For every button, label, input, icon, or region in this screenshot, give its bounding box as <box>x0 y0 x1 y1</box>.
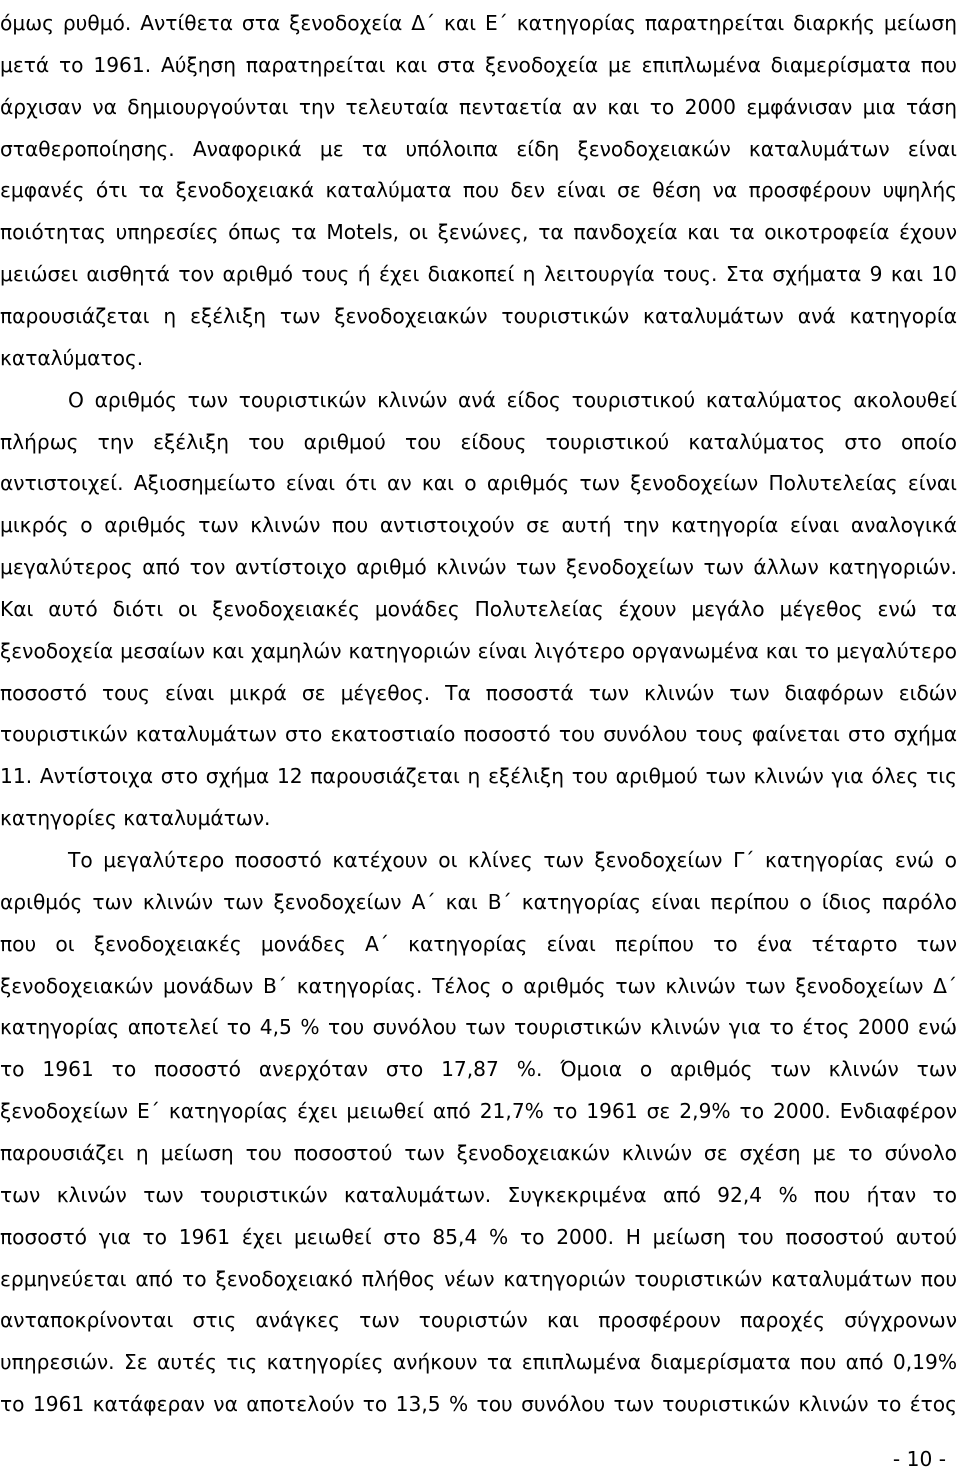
text-line: ποιότητας υπηρεσίες όπως τα Motels, οι ξενώνες, τα πανδοχεία και τα οικοτροφεία έχουν <box>0 220 957 245</box>
text-line: τουριστικών καταλυμάτων στο εκατοστιαίο ποσοστό του συνόλου τους φαίνεται στο σχήμα <box>0 722 957 747</box>
text-line: μετά το 1961. Αύξηση παρατηρείται και στα ξενοδοχεία με επιπλωμένα διαμερίσματα που <box>0 52 957 77</box>
text-line: ποσοστό τους είναι μικρά σε μέγεθος. Τα ποσοστά των κλινών των διαφόρων ειδών <box>0 680 957 705</box>
text-line: παρουσιάζεται η εξέλιξη των ξενοδοχειακών τουριστικών καταλυμάτων ανά κατηγορία <box>0 303 957 328</box>
text-line: το 1961 κατάφεραν να αποτελούν το 13,5 % του συνόλου των τουριστικών κλινών το έτος <box>0 1392 957 1417</box>
text-line: μικρός ο αριθμός των κλινών που αντιστοιχούν σε αυτή την κατηγορία είναι αναλογικά <box>0 513 957 538</box>
text-line: αριθμός των κλινών των ξενοδοχείων Α΄ και Β΄ κατηγορίας είναι περίπου ο ίδιος παρόλο <box>0 889 957 914</box>
text-line: κατηγορίας αποτελεί το 4,5 % του συνόλου των τουριστικών κλινών για το έτος 2000 ενώ <box>0 1015 957 1040</box>
text-line: ξενοδοχεία μεσαίων και χαμηλών κατηγοριών είναι λιγότερο οργανωμένα και το μεγαλύτερο <box>0 638 957 663</box>
text-line: εμφανές ότι τα ξενοδοχειακά καταλύματα που δεν είναι σε θέση να προσφέρουν υψηλής <box>0 178 957 203</box>
text-line: παρουσιάζει η μείωση του ποσοστού των ξενοδοχειακών κλινών σε σχέση με το σύνολο <box>0 1140 957 1165</box>
text-line: υπηρεσιών. Σε αυτές τις κατηγορίες ανήκουν τα επιπλωμένα διαμερίσματα που από 0,19% <box>0 1350 957 1375</box>
text-line: ανταποκρίνονται στις ανάγκες των τουριστών και προσφέρουν παροχές σύγχρονων <box>0 1308 957 1333</box>
text-line: το 1961 το ποσοστό ανερχόταν στο 17,87 %. Όμοια ο αριθμός των κλινών των <box>0 1057 957 1082</box>
text-line: Το μεγαλύτερο ποσοστό κατέχουν οι κλίνες των ξενοδοχείων Γ΄ κατηγορίας ενώ ο <box>68 848 957 872</box>
text-line: ποσοστό για το 1961 έχει μειωθεί στο 85,4 % το 2000. Η μείωση του ποσοστού αυτού <box>0 1224 957 1249</box>
page-number: - 10 - <box>892 1447 946 1471</box>
text-line: των κλινών των τουριστικών καταλυμάτων. Συγκεκριμένα από 92,4 % που ήταν το <box>0 1182 957 1207</box>
text-line: ερμηνεύεται από το ξενοδοχειακό πλήθος νέων κατηγοριών τουριστικών καταλυμάτων που <box>0 1266 957 1291</box>
text-line: Ο αριθμός των τουριστικών κλινών ανά είδος τουριστικού καταλύματος ακολουθεί <box>68 387 957 412</box>
text-line: κατηγορίες καταλυμάτων. <box>0 806 271 831</box>
text-line: όμως ρυθμό. Αντίθετα στα ξενοδοχεία Δ΄ και Ε΄ κατηγορίας παρατηρείται διαρκής μείωση <box>0 11 957 35</box>
text-line: που οι ξενοδοχειακές μονάδες Α΄ κατηγορίας είναι περίπου το ένα τέταρτο των <box>0 931 957 956</box>
text-line: αντιστοιχεί. Αξιοσημείωτο είναι ότι αν και ο αριθμός των ξενοδοχείων Πολυτελείας είναι <box>0 471 957 496</box>
text-line: Και αυτό διότι οι ξενοδοχειακές μονάδες Πολυτελείας έχουν μεγάλο μέγεθος ενώ τα <box>0 596 957 621</box>
text-line: άρχισαν να δημιουργούνται την τελευταία πενταετία αν και το 2000 εμφάνισαν μια τάση <box>0 94 957 119</box>
text-line: μειώσει αισθητά τον αριθμό τους ή έχει διακοπεί η λειτουργία τους. Στα σχήματα 9 και 10 <box>0 262 957 287</box>
text-line: ξενοδοχείων Ε΄ κατηγορίας έχει μειωθεί από 21,7% το 1961 σε 2,9% το 2000. Ενδιαφέρον <box>0 1099 957 1124</box>
text-line: καταλύματος. <box>0 345 144 370</box>
text-line: σταθεροποίησης. Αναφορικά με τα υπόλοιπα είδη ξενοδοχειακών καταλυμάτων είναι <box>0 136 957 161</box>
text-line: ξενοδοχειακών μονάδων Β΄ κατηγορίας. Τέλος ο αριθμός των κλινών των ξενοδοχείων Δ΄ <box>0 973 957 998</box>
text-line: πλήρως την εξέλιξη του αριθμού του είδους τουριστικού καταλύματος στο οποίο <box>0 429 957 454</box>
text-line: μεγαλύτερος από τον αντίστοιχο αριθμό κλινών των ξενοδοχείων των άλλων κατηγοριών. <box>0 555 957 580</box>
text-line: 11. Αντίστοιχα στο σχήμα 12 παρουσιάζεται η εξέλιξη του αριθμού των κλινών για όλες τις <box>0 764 957 789</box>
